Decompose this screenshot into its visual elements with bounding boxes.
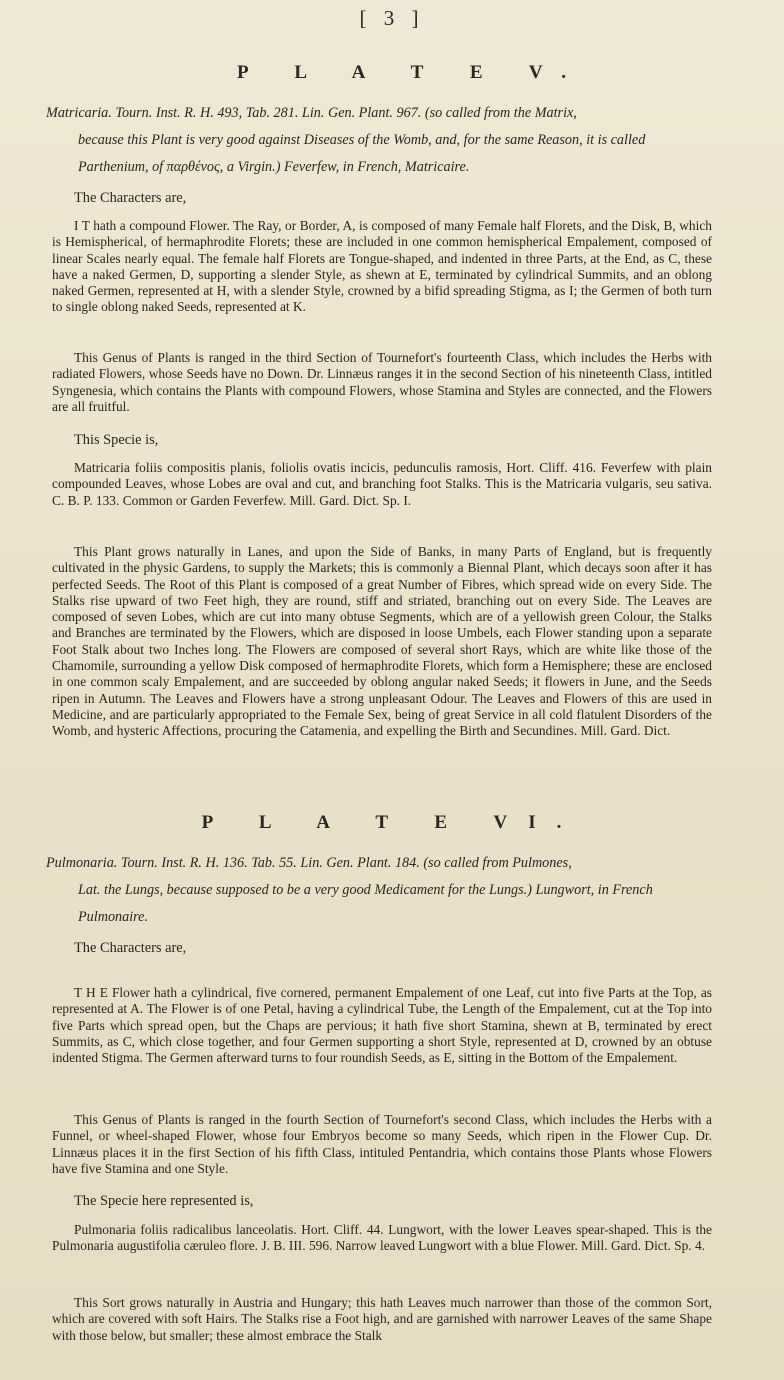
plate-v-growth-text: This Plant grows naturally in Lanes, and upon the Side of Banks, in many Parts of England, but is frequently cultivated in the physic Gardens, to supply the Markets; this is commonly a Biennal Plant, which decays soon after it has perfected Seeds. The Root of this Plant is composed of a great Number of Fibres, which spread wide on every Side. The Stalks rise upward of two Feet high, they are round, stiff and striated, branching out on every Side. The Leaves are composed of seven Lobes, which are cut into many obtuse Segments, which are of a yellowish green Colour, the Stalks and Branches are terminated by the Flowers, which are disposed in loose Umbels, each Flower standing upon a separate Foot Stalk about two Inches long. The Flowers are composed of several short Rays, which are white like those of the Chamomile, surrounding a yellow Disk composed of hermaphrodite Florets, which form a Hemisphere; these are enclosed in one common scaly Empalement, and are succeeded by oblong angular naked Seeds; it flowers in June, and the Seeds ripen in Autumn. The Leaves and Flowers have a strong unpleasant Odour. The Leaves and Flowers of this are used in Medicine, and are particularly appropriated to the Female Sex, being of great Service in all cold flatulent Disorders of the Womb, and hysteric Affections, procuring the Catamenia, and expelling the Birth and Secundines. Mill. Gard. Dict. [52,544,712,739]
plate-vi-characters-text: T H E Flower hath a cylindrical, five cornered, permanent Empalement of one Leaf, cut into five Parts at the Top, as represented at A. The Flower is of one Petal, having a cylindrical Tube, the Length of the Empalement, cut at the Top into five Parts which spread open, but the Chaps are pervious; it hath five short Stamina, shewn at B, terminated by erect Summits, as C, which close together, and four Germen supporting a short Style, represented at D, crowned by an obtuse indented Stigma. The Germen afterward turns to four roundish Seeds, as E, sitting in the Bottom of the Empalement. [52,985,712,1066]
plate-v-genus-text: This Genus of Plants is ranged in the third Section of Tournefort's fourteenth Class, which includes the Herbs with radiated Flowers, whose Seeds have no Down. Dr. Linnæus ranges it in the second Section of his nineteenth Class, intitled Syngenesia, which contains the Plants with compound Flowers, whose Stamina and Styles are connected, and the Flowers are all fruitful. [52,350,712,414]
page-number: [ 3 ] [359,6,425,30]
plate-v-specie-heading: This Specie is, [74,432,159,448]
plate-vi-characters-heading: The Characters are, [74,940,187,956]
plate-vi-genus-text: This Genus of Plants is ranged in the fourth Section of Tournefort's second Class, which includes the Herbs with a Funnel, or wheel-shaped Flower, whose four Embryos become so many Seeds, which ripen in the Flower Cup. Dr. Linnæus places it in the first Section of his fifth Class, intituled Pentandria, which contains those Plants whose Flowers have five Stamina and one Style. [52,1112,712,1176]
plate-v-title: P L A T E V. [237,62,587,83]
plate-vi-specie-heading: The Specie here represented is, [74,1193,254,1209]
plate-v-intro-line-1: Matricaria. Tourn. Inst. R. H. 493, Tab. 281. Lin. Gen. Plant. 967. (so called from the Matrix, [46,105,577,121]
plate-v-intro [46,100,716,181]
plate-v-characters-text: I T hath a compound Flower. The Ray, or Border, A, is composed of many Female half Florets, and the Disk, B, which is Hemispherical, of hermaphrodite Florets; these are included in one common hemispherical Empalement, composed of linear Scales nearly equal. The female half Florets are Tongue-shaped, and indented in three Parts, at the End, as C, these have a naked Germen, D, supporting a slender Style, as shewn at E, terminated by cylindrical Summits, and an oblong naked Germen, represented at H, with a slender Style, crowned by a bifid spreading Stigma, as I; the Germen of both turn to single oblong naked Seeds, represented at K. [52,218,712,315]
plate-vi-growth-text: This Sort grows naturally in Austria and Hungary; this hath Leaves much narrower than those of the common Sort, which are covered with soft Hairs. The Stalks rise a Foot high, and are garnished with narrower Leaves of the same Shape with those below, but smaller; these almost embrace the Stalk [52,1295,712,1343]
plate-vi-intro-line-2: Lat. the Lungs, because supposed to be a very good Medicament for the Lungs.) Lungwort, in French [78,882,653,898]
plate-vi-specie-text: Pulmonaria foliis radicalibus lanceolatis. Hort. Cliff. 44. Lungwort, with the lower Leaves spear-shaped. This is the Pulmonaria augustifolia cæruleo flore. J. B. III. 596. Narrow leaved Lungwort with a blue Flower. Mill. Gard. Dict. Sp. 4. [52,1222,712,1254]
plate-v-characters-heading: The Characters are, [74,190,187,206]
plate-vi-intro [46,850,716,931]
plate-v-intro-line-3: Parthenium, of παρθένος, a Virgin.) Feverfew, in French, Matricaire. [78,159,470,175]
plate-vi-title: P L A T E VI. [201,812,583,833]
plate-v-intro-line-2: because this Plant is very good against Diseases of the Womb, and, for the same Reason, it is called [78,132,646,148]
plate-vi-intro-line-3: Pulmonaire. [78,909,149,925]
plate-vi-intro-line-1: Pulmonaria. Tourn. Inst. R. H. 136. Tab. 55. Lin. Gen. Plant. 184. (so called from Pulmones, [46,855,572,871]
plate-v-specie-text: Matricaria foliis compositis planis, foliolis ovatis incicis, pedunculis ramosis, Hort. Cliff. 416. Feverfew with plain compounded Leaves, whose Lobes are oval and cut, and branching foot Stalks. This is the Matricaria vulgaris, seu sativa. C. B. P. 133. Common or Garden Feverfew. Mill. Gard. Dict. Sp. I. [52,460,712,508]
